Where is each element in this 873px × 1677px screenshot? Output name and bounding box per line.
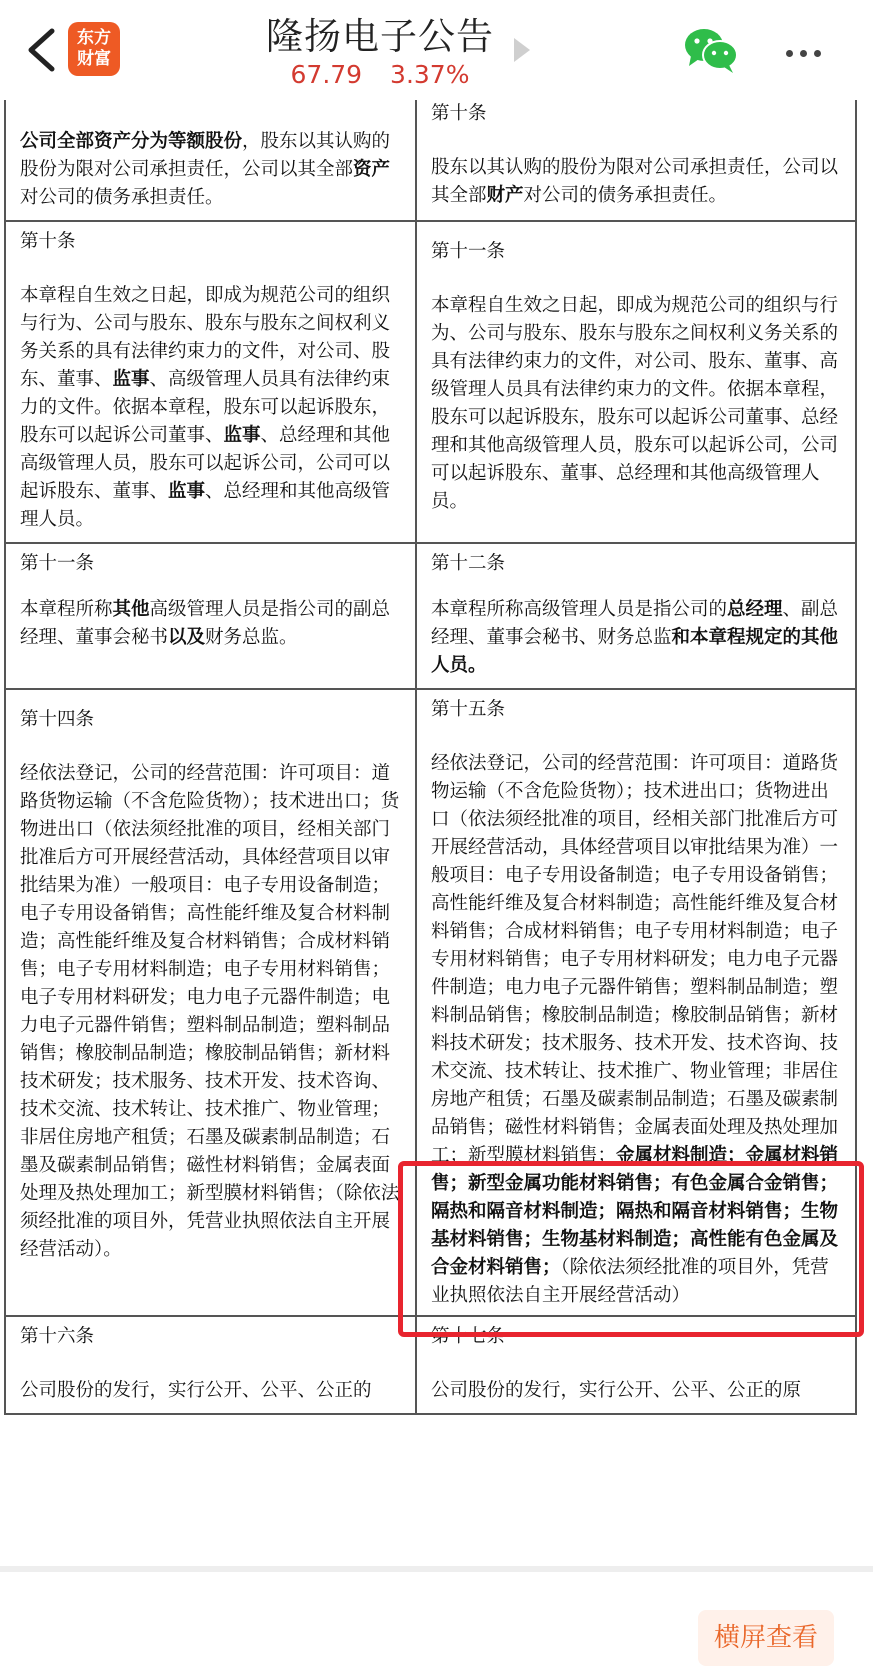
body-text: 经依法登记，公司的经营范围：许可项目：道路货物运输（不含危险货物）；技术进出口；货物进出口（依法须经批准的项目，经相关部门批准后方可开展经营活动，具体经营项目以审批结果为准）一般项目：电子专用设备制造；电子专用设备销售；高性能纤维及复合材料制造；高性能纤维及复合材料销售；合成材料销售；电子专用材料制造；电子专用材料销售；电子专用材料研发；电力电子元器件制造；电力电子元器件销售；塑料制品制造；塑料制品销售；橡胶制品制造；橡胶制品销售；新材料技术研发；技术服务、技术开发、技术咨询、技术交流、技术转让、技术推广、物业管理；非居住房地产租赁；石墨及碳素制品制造；石墨及碳素制品销售；磁性材料销售；金属表面处理及热处理加工；新型膜材料销售；（除依法须经批准的项目外，凭营业执照依法自主开展经营活动）。 [20, 763, 400, 1260]
body-text: 经依法登记，公司的经营范围：许可项目：道路货物运输（不含危险货物）；技术进出口；货物进出口（依法须经批准的项目，经相关部门批准后方可开展经营活动，具体经营项目以审批结果为准）一般项目：电子专用设备制造；电子专用设备销售；高性能纤维及复合材料制造；高性能纤维及复合材料销售；合成材料销售；电子专用材料制造；电子专用材料销售；电子专用材料研发；电力电子元器件制造；电力电子元器件销售；塑料制品制造；塑料制品销售；橡胶制品制造；橡胶制品销售；新材料技术研发；技术服务、技术开发、技术咨询、技术交流、技术转让、技术推广、物业管理；非居住房地产租赁；石墨及碳素制品制造；石墨及碳素制品销售；磁性材料销售；金属表面处理及热处理加工；新型膜材料销售； [431, 753, 839, 1166]
article-heading: 第十四条 [20, 709, 95, 730]
bold-text: 总经理 [727, 599, 783, 620]
top-bar [0, 0, 873, 100]
article-heading: 第十七条 [431, 1326, 506, 1347]
bold-text: 监事 [168, 481, 206, 502]
table-cell-left [5, 689, 416, 1316]
body-text: 高级管理人员是指公司的副总经理、董事会秘书 [20, 599, 391, 648]
bold-text: 其他 [112, 599, 150, 620]
body-text: 股东以其认购的股份为限对公司承担责任，公司以其全部 [431, 157, 839, 206]
wechat-icon[interactable] [683, 26, 739, 74]
article-heading: 第十条 [20, 231, 76, 252]
body-text: 、总经理和其他高级管理人员。 [20, 481, 391, 530]
landscape-view-button[interactable]: 横屏查看 [698, 1610, 834, 1666]
table-row [5, 100, 856, 221]
table-cell-right [416, 100, 856, 221]
footer-divider [0, 1566, 873, 1572]
bold-text: 以及 [168, 627, 206, 648]
article-heading: 第十二条 [431, 553, 506, 574]
article-heading: 第十六条 [20, 1326, 95, 1347]
table-cell-left [5, 1316, 416, 1414]
article-heading: 第十条 [431, 103, 487, 124]
bold-text: 资产 [353, 159, 391, 180]
stock-quote [0, 60, 760, 89]
body-text: 本章程所称高级管理人员是指公司的 [431, 599, 728, 620]
bold-text: 和本章程规定的其他人员。 [431, 627, 839, 676]
logo-line2: 财富 [77, 49, 111, 69]
bold-text: 财产 [486, 185, 524, 206]
body-text: 本章程所称 [20, 599, 113, 620]
body-text: ，股东以其认购的股份为限对公司承担责任，公司以其全部 [20, 131, 391, 180]
body-text: 本章程自生效之日起，即成为规范公司的组织与行为、公司与股东、股东与股东之间权利义务关系的具有法律约束力的文件，对公司、股东、董事、高级管理人员具有法律约束力的文件。依据本章程，股东可以起诉股东，股东可以起诉公司董事、总经理和其他高级管理人员，股东可以起诉公司，公司可以起诉股东、董事、总经理和其他高级管理人员。 [431, 295, 839, 512]
body-text: 、副总经理、董事会秘书、财务总监 [431, 599, 839, 648]
table-row [5, 543, 856, 689]
body-text: 公司股份的发行，实行公开、公平、公正的 [20, 1380, 372, 1401]
table-cell-right [416, 543, 856, 689]
body-text: 对公司的债务承担责任。 [523, 185, 728, 206]
page-title: 隆扬电子公告 [266, 15, 494, 58]
play-arrow-icon[interactable] [514, 38, 530, 62]
stock-price: 67.79 [290, 60, 363, 89]
highlight-box [398, 1161, 864, 1337]
logo-line1: 东方 [77, 28, 111, 48]
article-heading: 第十五条 [431, 699, 506, 720]
body-text: 、总经理和其他高级管理人员，股东可以起诉公司，公司可以起诉股东、董事、 [20, 425, 391, 502]
body-text: 对公司的债务承担责任。 [20, 187, 224, 208]
body-text: （除依法须经批准的项目外，凭营业执照依法自主开展经营活动） [431, 1257, 829, 1306]
body-text: 本章程自生效之日起，即成为规范公司的组织与行为、公司与股东、股东与股东之间权利义务关系的具有法律约束力的文件，对公司、股东、董事、 [20, 285, 391, 390]
table-cell-right [416, 221, 856, 543]
bold-text: 金属材料制造；金属材料销售；新型金属功能材料销售；有色金属合金销售；隔热和隔音材料制造；隔热和隔音材料销售；生物基材料销售；生物基材料制造；高性能有色金属及合金材料销售； [431, 1145, 839, 1278]
body-text: 公司股份的发行，实行公开、公平、公正的原 [431, 1380, 802, 1401]
table-cell-left [5, 100, 416, 221]
body-text: 、高级管理人员具有法律约束力的文件。依据本章程，股东可以起诉股东，股东可以起诉公司董事、 [20, 369, 391, 446]
more-dots-icon[interactable] [786, 42, 832, 56]
table-cell-left [5, 543, 416, 689]
article-heading: 第十一条 [431, 241, 506, 262]
article-heading: 第十一条 [20, 553, 95, 574]
stock-change: 3.37% [390, 60, 470, 89]
bold-text: 公司全部资产分为等额股份 [20, 131, 243, 152]
bold-text: 监事 [223, 425, 261, 446]
table-row [5, 221, 856, 543]
bold-text: 监事 [112, 369, 150, 390]
body-text: 财务总监。 [205, 627, 298, 648]
table-cell-left [5, 221, 416, 543]
